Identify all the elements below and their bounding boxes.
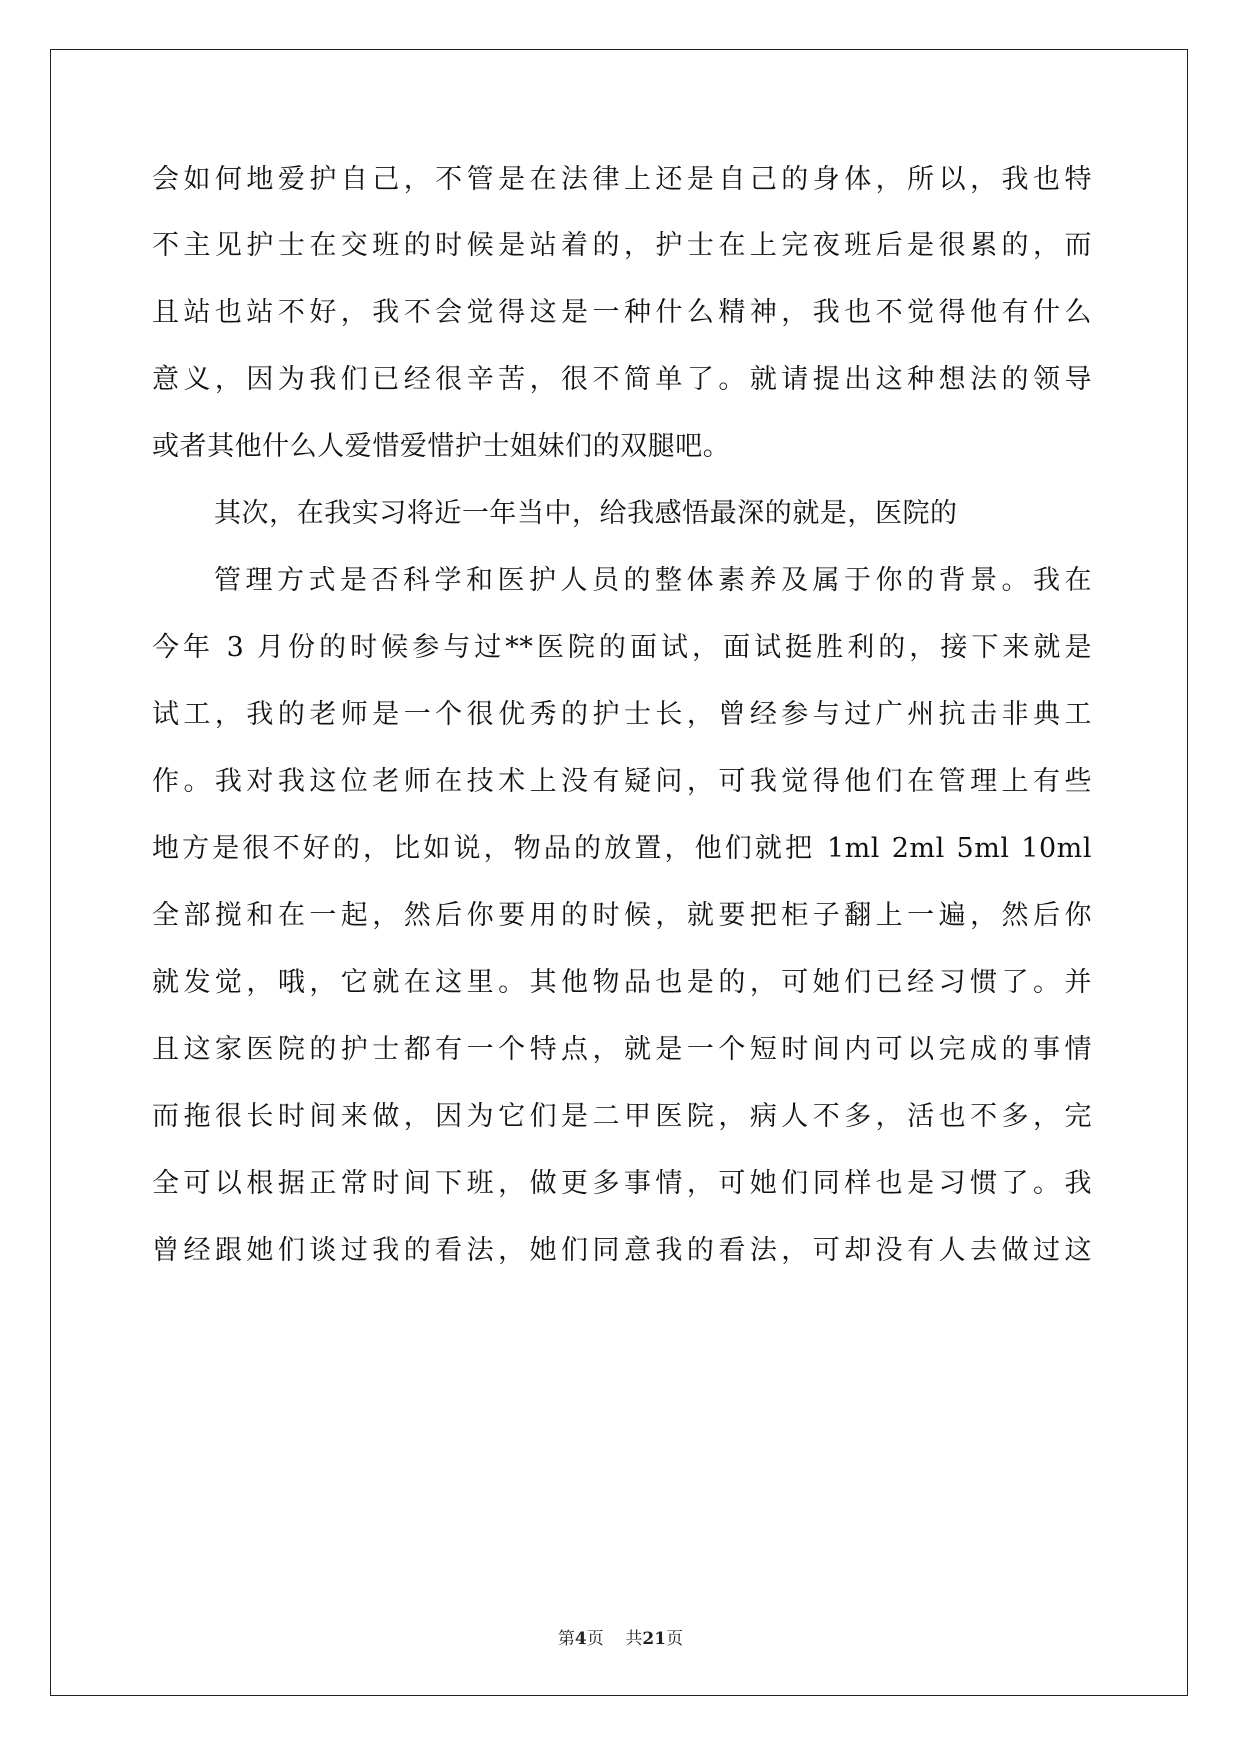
text-line: 会如何地爱护自己，不管是在法律上还是自己的身体，所以，我也特: [152, 164, 1092, 195]
text-line: 全可以根据正常时间下班，做更多事情，可她们同样也是习惯了。我: [152, 1168, 1092, 1199]
footer-prefix: 第: [557, 1629, 575, 1649]
text-line: 管理方式是否科学和医护人员的整体素养及属于你的背景。我在: [214, 565, 1092, 596]
page-footer: [0, 1628, 1241, 1650]
text-line: 且这家医院的护士都有一个特点，就是一个短时间内可以完成的事情: [152, 1034, 1092, 1065]
text-line: 不主见护士在交班的时候是站着的，护士在上完夜班后是很累的，而: [152, 230, 1092, 261]
text-line: 其次，在我实习将近一年当中，给我感悟最深的就是，医院的: [214, 498, 958, 529]
text-line: 或者其他什么人爱惜爱惜护士姐妹们的双腿吧。: [152, 431, 731, 462]
text-line: 且站也站不好，我不会觉得这是一种什么精神，我也不觉得他有什么: [152, 297, 1092, 328]
total-pages-number: 21: [642, 1629, 667, 1649]
text-line: 意义，因为我们已经很辛苦，很不简单了。就请提出这种想法的领导: [152, 364, 1092, 395]
text-line: 就发觉，哦，它就在这里。其他物品也是的，可她们已经习惯了。并: [152, 967, 1092, 998]
text-line: 作。我对我这位老师在技术上没有疑问，可我觉得他们在管理上有些: [152, 766, 1092, 797]
text-line: 地方是很不好的，比如说，物品的放置，他们就把 1ml 2ml 5ml 10ml: [152, 833, 1092, 864]
text-line: 曾经跟她们谈过我的看法，她们同意我的看法，可却没有人去做过这: [152, 1235, 1092, 1266]
footer-total-prefix: 共: [625, 1629, 643, 1649]
current-page-number: 4: [574, 1629, 587, 1649]
footer-page-word: 页: [586, 1629, 604, 1649]
text-line: 试工，我的老师是一个很优秀的护士长，曾经参与过广州抗击非典工: [152, 699, 1092, 730]
footer-total-suffix: 页: [666, 1629, 684, 1649]
text-line: 而拖很长时间来做，因为它们是二甲医院，病人不多，活也不多，完: [152, 1101, 1092, 1132]
text-line: 今年 3 月份的时候参与过**医院的面试，面试挺胜利的，接下来就是: [152, 632, 1092, 663]
text-line: 全部搅和在一起，然后你要用的时候，就要把柜子翻上一遍，然后你: [152, 900, 1092, 931]
